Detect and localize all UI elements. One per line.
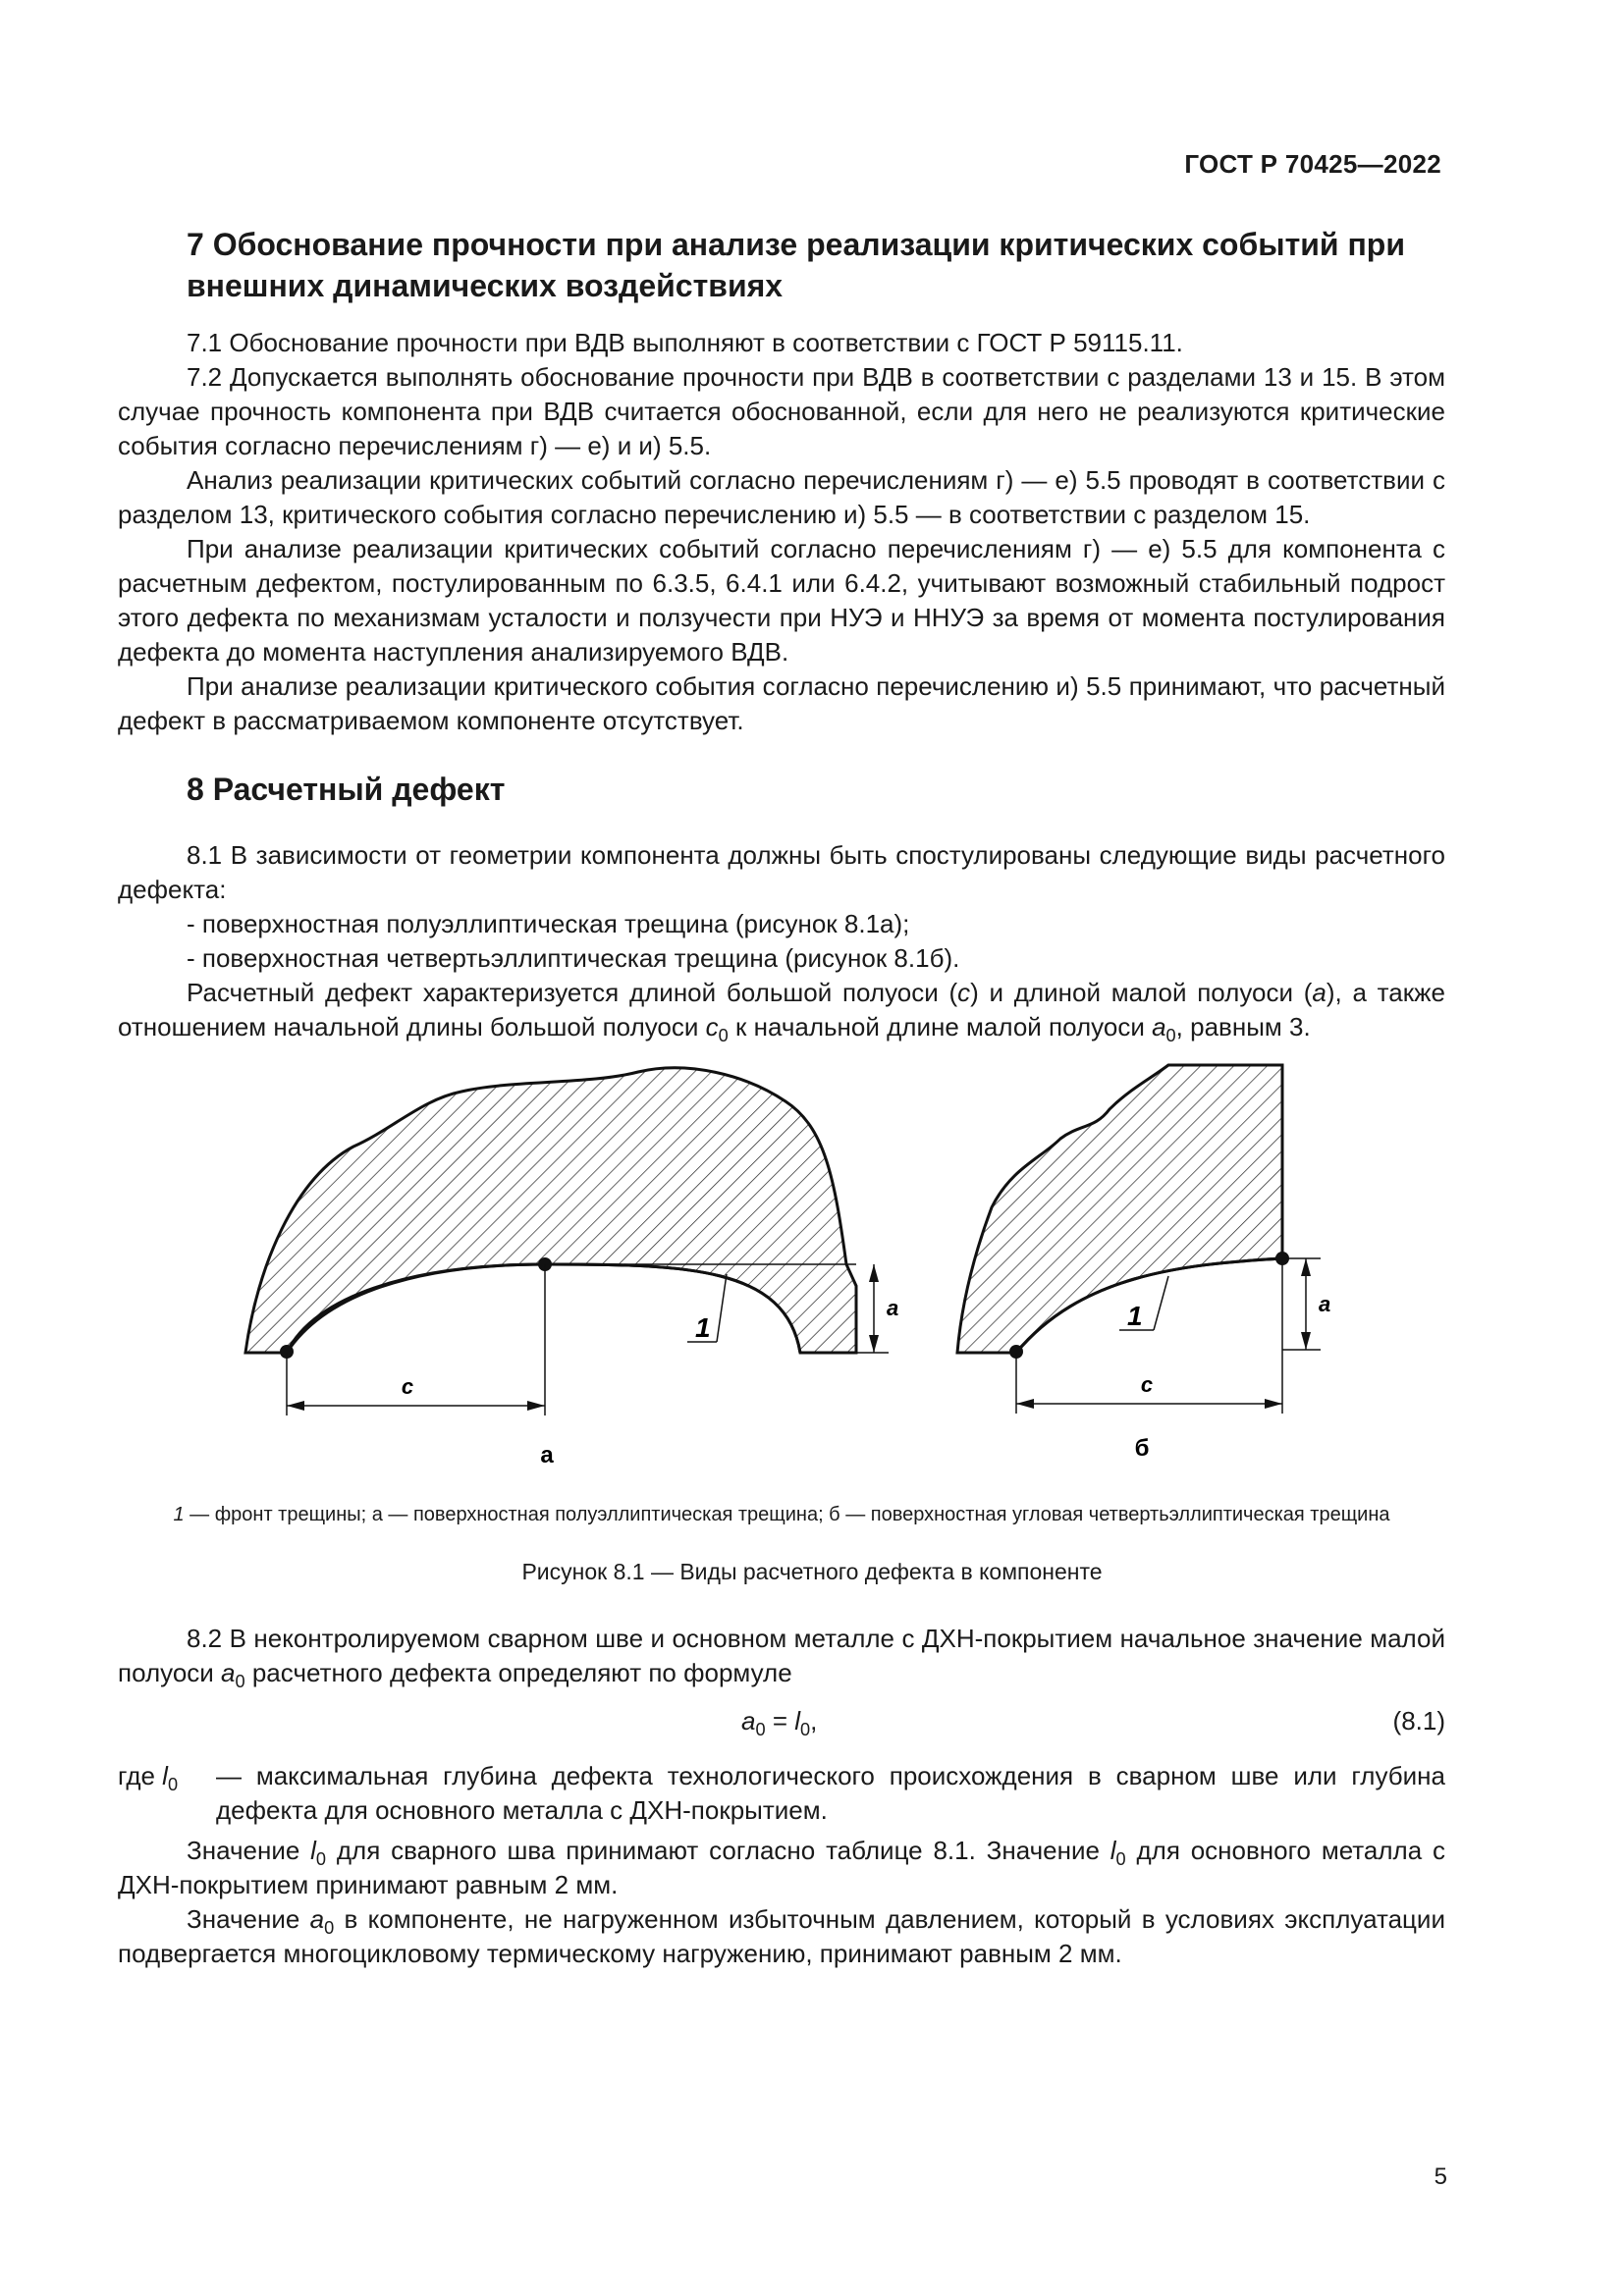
- section-7-title: 7 Обоснование прочности при анализе реализации критических событий при внешних динамических воздействиях: [187, 227, 1406, 303]
- section-8-body: [118, 838, 1445, 1044]
- paragraph-8-2: 8.2 В неконтролируемом сварном шве и основном металле с ДХН-покрытием начальное значение малой полуоси $a_0$ расчетного дефекта определяют по формуле: [118, 1624, 1445, 1691]
- figure-caption: Рисунок 8.1 — Виды расчетного дефекта в компоненте: [521, 1559, 1103, 1584]
- label-1-a: 1: [695, 1312, 711, 1343]
- leader-1-b: [1154, 1276, 1168, 1330]
- label-1-b: 1: [1127, 1301, 1143, 1331]
- component-section-a: [245, 1068, 856, 1353]
- paragraph-l0-value: Значение $l_0$ для сварного шва принимают согласно таблице 8.1. Значение $l_0$ для основного металла с ДХН-покрытием принимают равным 2 мм.: [118, 1836, 1445, 1899]
- where-definition: — максимальная глубина дефекта технологического происхождения в сварном шве или глубина дефекта для основного металла с ДХН-покрытием.: [216, 1761, 1445, 1825]
- arrow-c-left-b: [1016, 1399, 1034, 1409]
- document-header: ГОСТ Р 70425—2022: [1184, 149, 1441, 179]
- subfigure-label-b: б: [1134, 1435, 1150, 1462]
- paragraph-7-2-growth: При анализе реализации критических событий согласно перечислениям г) — е) 5.5 для компонента с расчетным дефектом, постулированным по 6.3.5, 6.4.1 или 6.4.2, учитывают возможный стабильный подрост этого дефекта по механизмам усталости и ползучести при НУЭ и ННУЭ за время от момента постулирования дефекта до момента наступления анализируемого ВДВ.: [118, 534, 1445, 667]
- label-a-b: a: [1319, 1292, 1331, 1316]
- arrow-c-left-a: [287, 1401, 304, 1411]
- arrow-c-right-a: [527, 1401, 545, 1411]
- formula-8-1: $a_0 = l_0$,: [741, 1706, 818, 1739]
- section-8-2-tail: [118, 1834, 1445, 1971]
- paragraph-a0-value: Значение $a_0$ в компоненте, не нагруженном избыточным давлением, который в условиях эксплуатации подвергается многоцикловому термическому нагружению, принимают равным 2 мм.: [118, 1904, 1445, 1968]
- arrow-a-top-b: [1301, 1258, 1311, 1276]
- paragraph-7-1: 7.1 Обоснование прочности при ВДВ выполняют в соответствии с ГОСТ Р 59115.11.: [187, 328, 1183, 357]
- label-a-a: a: [887, 1296, 899, 1320]
- section-8-title: 8 Расчетный дефект: [187, 772, 506, 807]
- paragraph-8-1-ratio: Расчетный дефект характеризуется длиной большой полуоси (c) и длиной малой полуоси (a), а также отношением начальной длины большой полуоси $c_0$ к начальной длине малой полуоси $a_0$, равным 3.: [118, 978, 1445, 1045]
- arrow-a-bottom-a: [869, 1335, 879, 1353]
- leader-1-a: [717, 1274, 727, 1342]
- figure-legend: 1 — фронт трещины; а — поверхностная полуэллиптическая трещина; б — поверхностная угловая четвертьэллиптическая трещина: [173, 1504, 1390, 1525]
- where-term: где $l_0$: [118, 1761, 179, 1794]
- label-c-b: c: [1140, 1372, 1154, 1397]
- paragraph-7-2-absent: При анализе реализации критического события согласно перечислению и) 5.5 принимают, что расчетный дефект в рассматриваемом компоненте отсутствует.: [118, 671, 1445, 735]
- arrow-a-top-a: [869, 1264, 879, 1282]
- formula-number: (8.1): [1392, 1706, 1445, 1735]
- arrow-c-right-b: [1265, 1399, 1282, 1409]
- subfigure-label-a: а: [540, 1442, 554, 1468]
- section-7-body: [118, 326, 1445, 738]
- figure-8-1: [0, 1041, 1624, 1502]
- component-section-b: [957, 1065, 1282, 1353]
- paragraph-7-2-analysis: Анализ реализации критических событий согласно перечислениям г) — е) 5.5 проводят в соответствии с разделом 13, критического события согласно перечислению и) 5.5 — в соответствии с разделом 15.: [118, 465, 1445, 529]
- arrow-a-bottom-b: [1301, 1332, 1311, 1350]
- label-c-a: c: [401, 1374, 414, 1399]
- paragraph-8-1: 8.1 В зависимости от геометрии компонента должны быть спостулированы следующие виды расчетного дефекта:: [118, 840, 1445, 904]
- list-item-quarter-elliptical: - поверхностная четвертьэллиптическая трещина (рисунок 8.1б).: [187, 943, 960, 973]
- paragraph-7-2: 7.2 Допускается выполнять обоснование прочности при ВДВ в соответствии с разделами 13 и 15. В этом случае прочность компонента при ВДВ считается обоснованной, если для него не реализуются критические события согласно перечислениям г) — е) и и) 5.5.: [118, 362, 1445, 460]
- list-item-semi-elliptical: - поверхностная полуэллиптическая трещина (рисунок 8.1а);: [187, 909, 910, 938]
- page-number: 5: [1434, 2163, 1447, 2190]
